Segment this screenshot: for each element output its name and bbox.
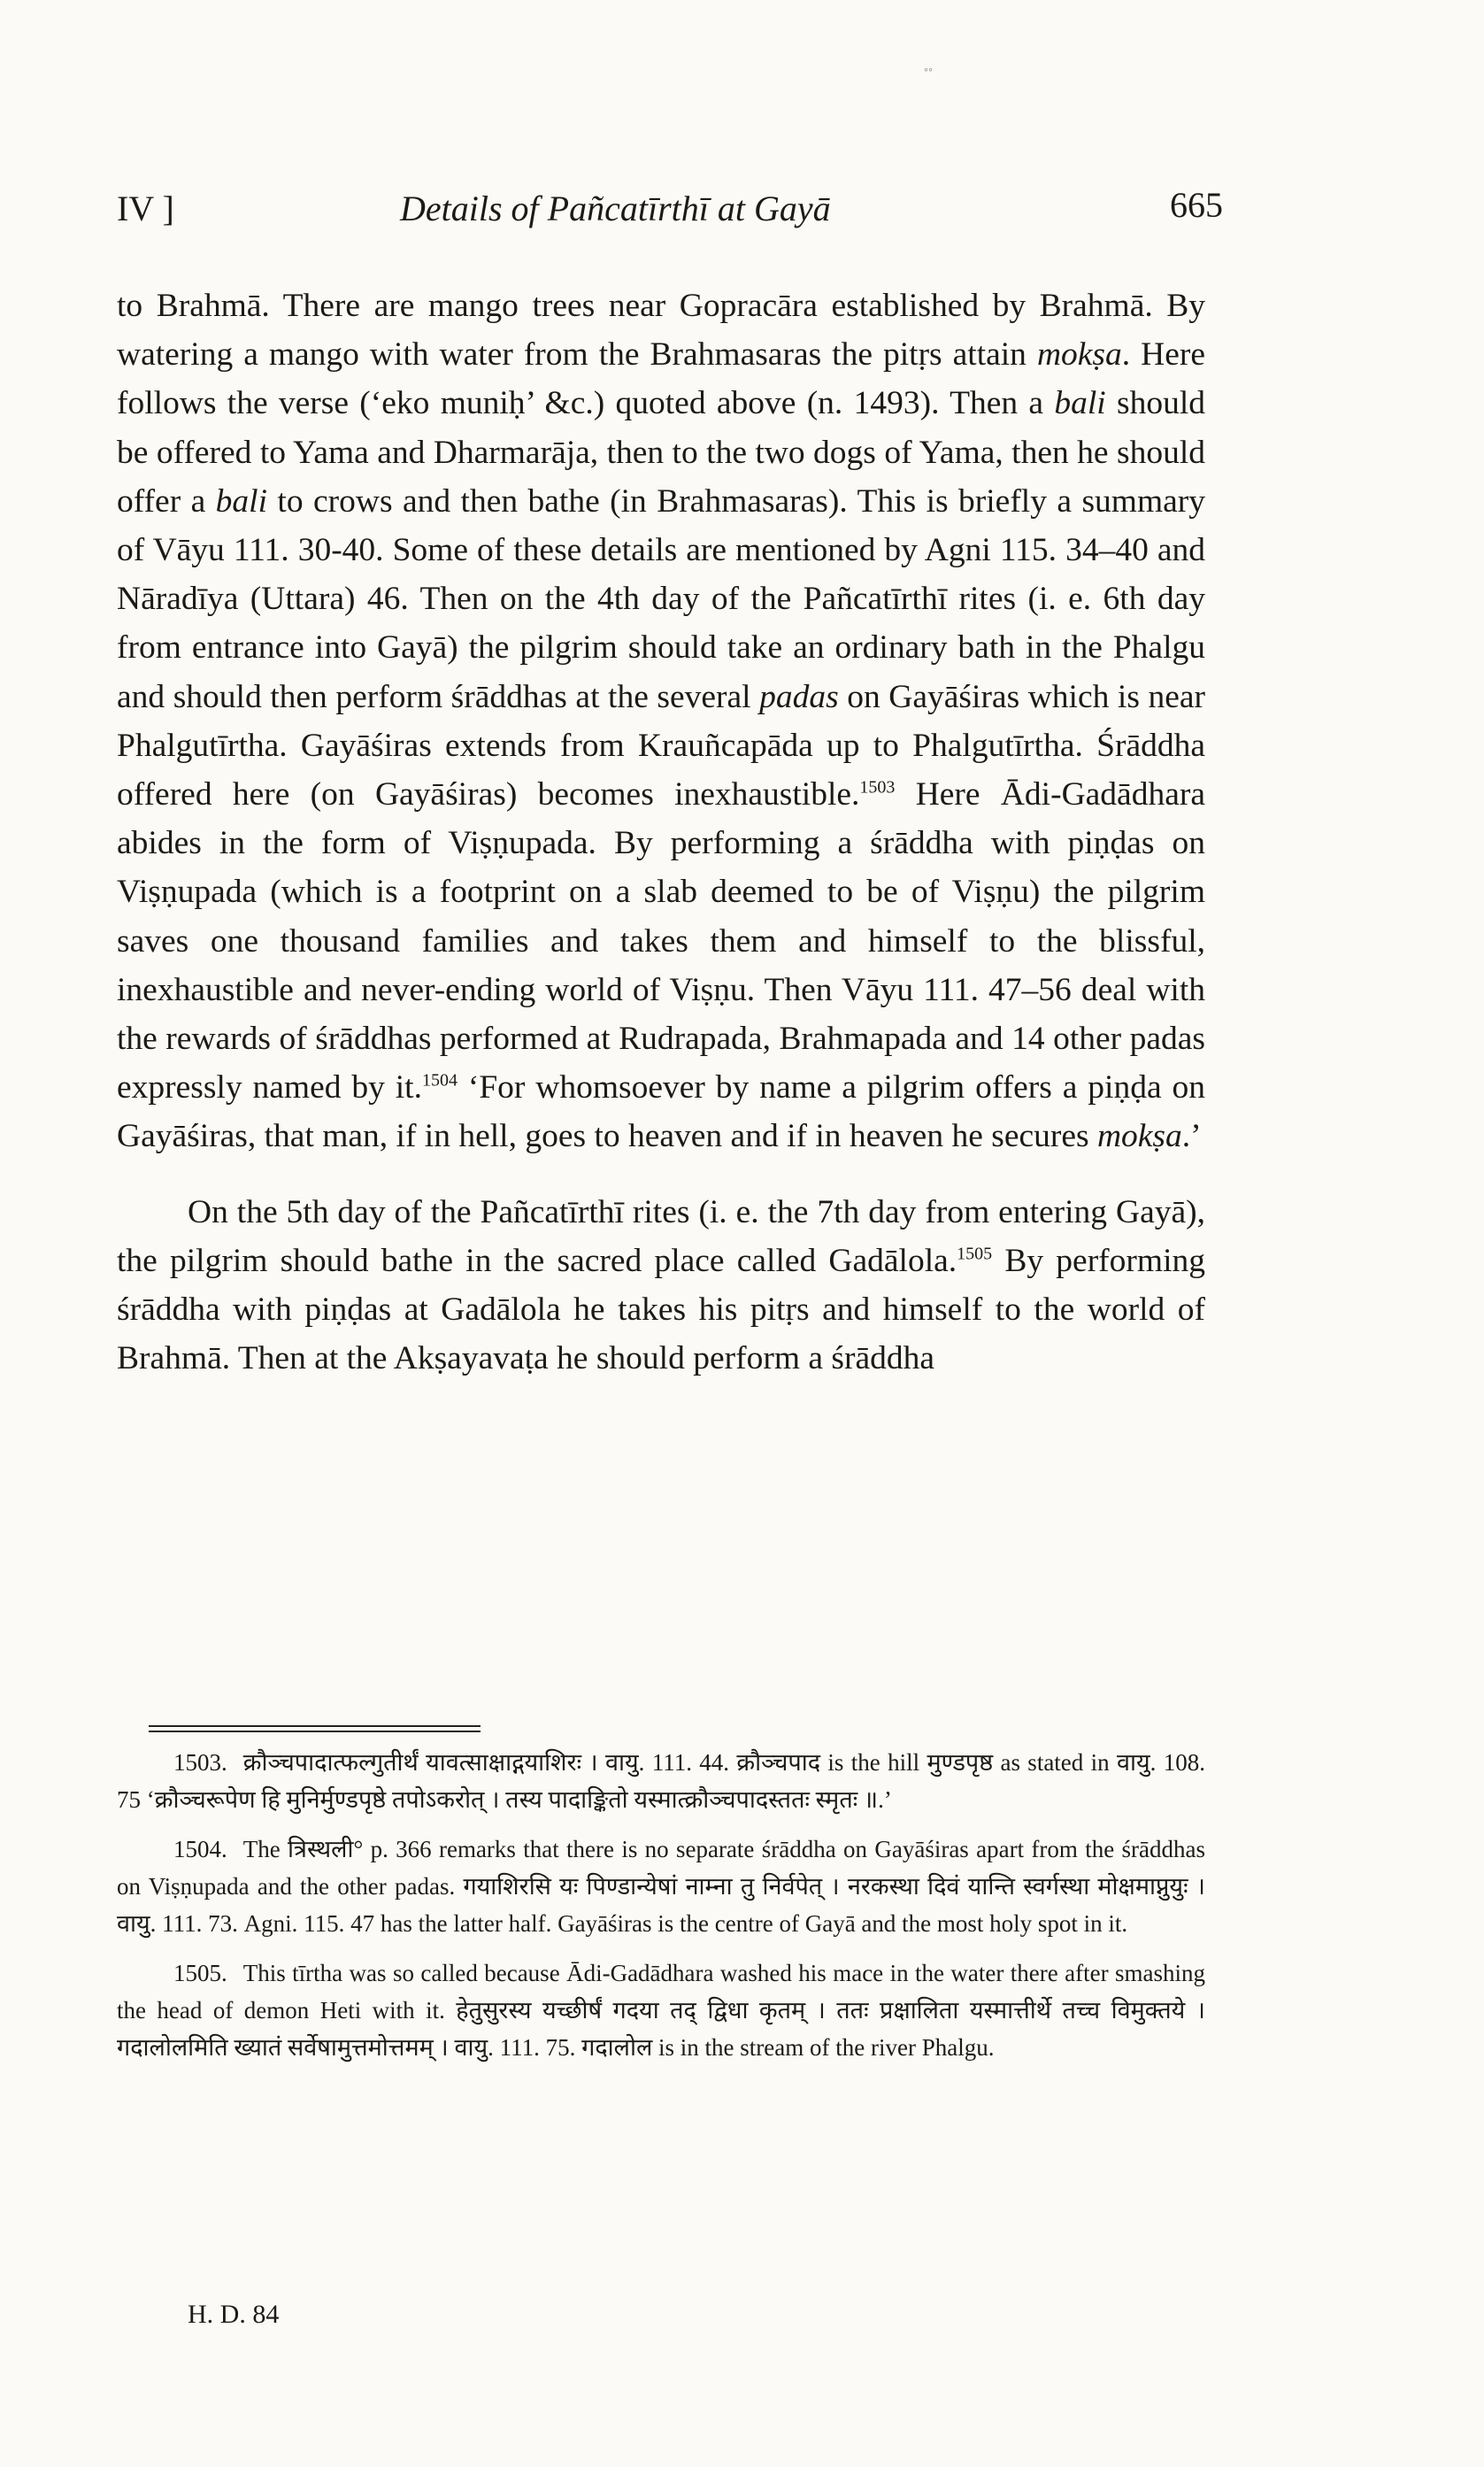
text-run: ‘For whomsoever by name a pilgrim offers a piṇḍa on Gayāśiras, that man, if in hell, goes to heaven and if in heaven he secures [117,1069,1205,1155]
footnotes [117,1744,1205,2078]
footnote-rule [149,1731,481,1732]
footnote-text: The त्रिस्थली° p. 366 remarks that there is no separate śrāddha on Gayāśiras apart from the śrāddhas on Viṣṇupada and the other padas. गयाशिरसि यः पिण्डान्येषां नाम्ना तु निर्वपेत् । नरकस्था दिवं यान्ति स्वर्गस्था मोक्षमाप्नुयुः । वायु. 111. 73. Agni. 115. 47 has the latter half. Gayāśiras is the centre of Gayā and the most holy spot in it. [117,1836,1205,1937]
footnote-number: 1503. [173,1749,227,1776]
text-run: On the 5th day of the Pañcatīrthī rites (i. e. the 7th day from entering Gayā), the pilgrim should bathe in the sacred place called Gadālola. [117,1193,1205,1279]
italic-term: bali [1054,385,1106,422]
running-header [117,185,1223,241]
italic-term: mokṣa [1036,336,1122,374]
footnote-1504 [117,1831,1205,1942]
text-run: on Gayāśiras which is near Phalgutīrtha. Gayāśiras extends from Krauñcapāda up to Phalgutīrtha. Śrāddha offered here (on Gayāśiras) becomes inexhaustible. [117,678,1205,813]
footnote-ref: 1505 [957,1244,993,1264]
scan-mark: ◦◦ [924,64,933,77]
text-run: Here Ādi-Gadādhara abides in the form of Viṣṇupada. By performing a śrāddha with piṇḍas on Viṣṇupada (which is a footprint on a slab deemed to be of Viṣṇu) the pilgrim saves one thousand families and takes them and himself to the blissful, inexhaustible and never-ending world of Viṣṇu. Then Vāyu 111. 47–56 deal with the rewards of śrāddhas performed at Rudrapada, Brahmapada and 14 other padas expressly named by it. [117,776,1205,1106]
text-run: . Here follows the verse (‘eko muniḥ’ &c.) quoted above (n. 1493). Then a [117,336,1205,422]
chapter-marker: IV ] [117,189,174,228]
footnote-1505 [117,1954,1205,2066]
italic-term: padas [759,678,839,715]
italic-term: bali [215,482,268,520]
footnote-text: क्रौञ्चपादात्फल्गुतीर्थं यावत्साक्षाद्गयाशिरः । वायु. 111. 44. क्रौञ्चपाद is the hill मुण्डपृष्ठ as stated in वायु. 108. 75 ‘क्रौञ्चरूपेण हि मुनिर्मुण्डपृष्ठे तपोऽकरोत् । तस्य पादाङ्कितो यस्मात्क्रौञ्चपादस्ततः स्मृतः ॥.’ [117,1749,1205,1813]
paragraph-1 [117,281,1205,1161]
text-run: to crows and then bathe (in Brahmasaras). This is briefly a summary of Vāyu 111. 30-40. Some of these details are mentioned by Agni 115. 34–40 and Nāradīya (Uttara) 46. Then on the 4th day of the Pañcatīrthī rites (i. e. 6th day from entrance into Gayā) the pilgrim should take an ordinary bath in the Phalgu and should then perform śrāddhas at the several [117,482,1206,715]
text-run: .’ [1181,1118,1202,1155]
italic-term: mokṣa [1096,1118,1182,1155]
text-run: By performing śrāddha with piṇḍas at Gadālola he takes his pitṛs and himself to the world of Brahmā. Then at the Akṣayavaṭa he should perform a śrāddha [117,1242,1205,1377]
footnote-ref: 1503 [859,777,896,798]
footnote-rule [149,1725,481,1727]
text-run: should be offered to Yama and Dharmarāja, then to the two dogs of Yama, then he should offer a [117,385,1205,520]
running-title: Details of Pañcatīrthī at Gayā [400,189,831,228]
text-run: to Brahmā. There are mango trees near Gopracāra established by Brahmā. By watering a mango with water from the Brahmasaras the pitṛs attain [117,288,1205,374]
paragraph-2 [117,1188,1205,1384]
footnote-ref: 1504 [421,1070,458,1091]
footnote-1503 [117,1744,1205,1818]
footnote-text: This tīrtha was so called because Ādi-Gadādhara washed his mace in the water there after smashing the head of demon Heti with it. हेतुसुरस्य यच्छीर्षं गदया तद् द्विधा कृतम् । ततः प्रक्षालिता यस्मात्तीर्थे तच्च विमुक्तये । गदालोलमिति ख्यातं सर्वेषामुत्तमोत्तमम् । वायु. 111. 75. गदालोल is in the stream of the river Phalgu. [117,1960,1205,2061]
page-number: 665 [1170,185,1223,225]
signature-mark: H. D. 84 [188,2300,280,2329]
main-text [117,281,1205,1383]
footnote-number: 1505. [173,1960,227,1986]
footnote-number: 1504. [173,1836,227,1862]
